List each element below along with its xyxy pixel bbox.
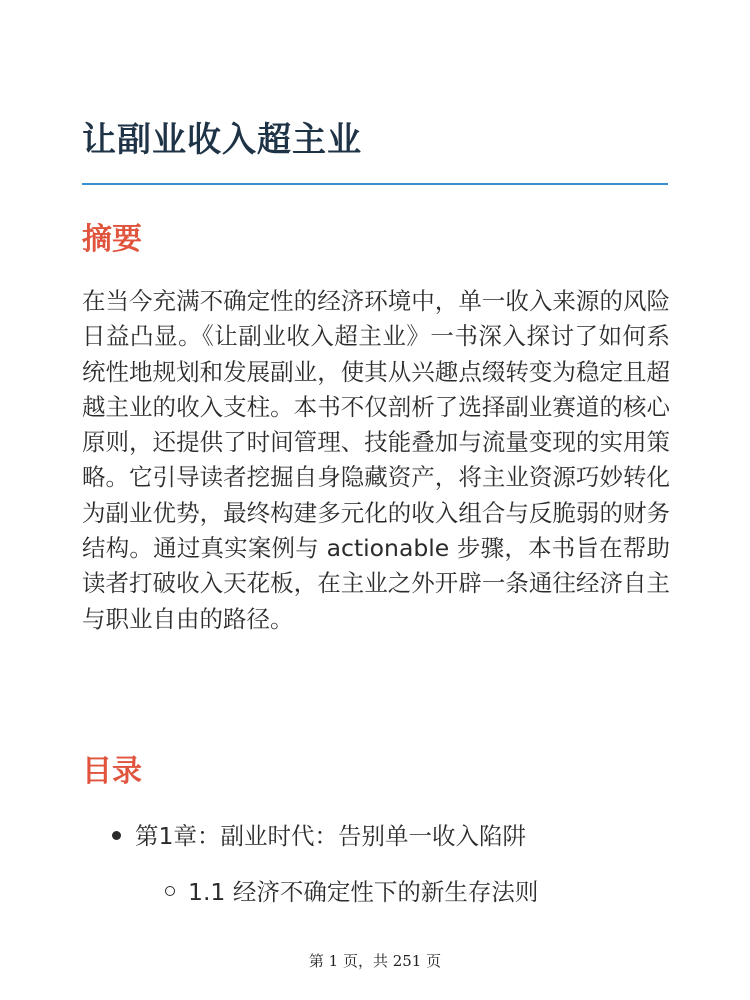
bullet-disc-icon — [112, 831, 121, 840]
toc-heading: 目录 — [82, 754, 142, 789]
document-title: 让副业收入超主业 — [82, 120, 362, 160]
title-divider — [82, 183, 668, 185]
toc-section-item[interactable] — [82, 874, 670, 910]
toc-chapter-item[interactable] — [82, 818, 670, 854]
toc-item-label: 第1章：副业时代：告别单一收入陷阱 — [135, 822, 526, 850]
page-number-footer: 第 1 页，共 251 页 — [308, 952, 442, 970]
table-of-contents — [82, 818, 670, 910]
bullet-circle-icon — [165, 886, 175, 896]
abstract-paragraph: 在当今充满不确定性的经济环境中，单一收入来源的风险日益凸显。《让副业收入超主业》一书深入探讨了如何系统性地规划和发展副业，使其从兴趣点缀转变为稳定且超越主业的收入支柱。本书不仅剖析了选择副业赛道的核心原则，还提供了时间管理、技能叠加与流量变现的实用策略。它引导读者挖掘自身隐藏资产，将主业资源巧妙转化为副业优势，最终构建多元化的收入组合与反脆弱的财务结构。通过真实案例与 actionable 步骤，本书旨在帮助读者打破收入天花板，在主业之外开辟一条通往经济自主与职业自由的路径。 — [82, 287, 670, 633]
toc-item-label: 1.1 经济不确定性下的新生存法则 — [188, 878, 539, 906]
abstract-heading: 摘要 — [82, 222, 142, 257]
